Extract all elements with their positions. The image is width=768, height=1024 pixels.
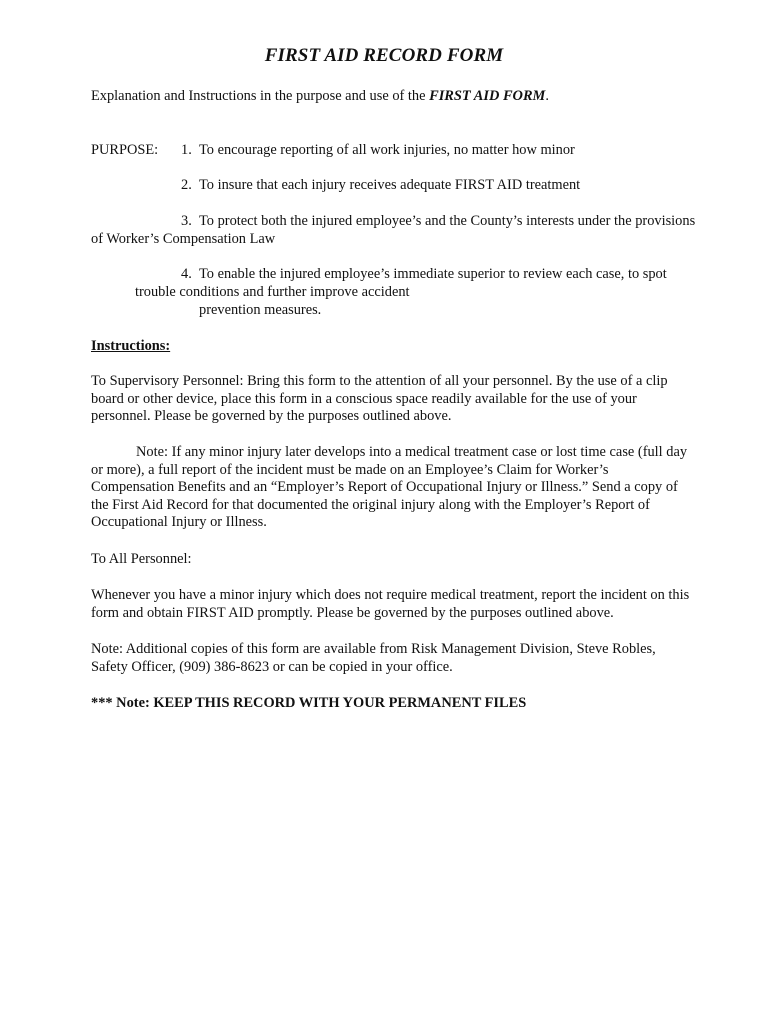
final-note: *** Note: KEEP THIS RECORD WITH YOUR PERMANENT FILES [91,695,527,711]
intro-text: Explanation and Instructions in the purpose and use of the [91,88,430,104]
text-line: or more), a full report of the incident must be made on an Employee’s Claim for Worker’s [91,461,609,478]
purpose-item-text: To enable the injured employee’s immediate superior to review each case, to spot [199,266,667,282]
text-line: form and obtain FIRST AID promptly. Please be governed by the purposes outlined above. [91,604,614,621]
text-line: board or other device, place this form in a conscious space readily available for the use of your [91,390,637,407]
text-line: To Supervisory Personnel: Bring this form to the attention of all your personnel. By the use of a clip [91,373,668,389]
purpose-item-text: To encourage reporting of all work injuries, no matter how minor [199,142,575,158]
purpose-item-4-line-3: prevention measures. [199,302,322,318]
text-line: Note: Additional copies of this form are available from Risk Management Division, Steve Robles, [91,641,656,657]
purpose-item-3-line-2: of Worker’s Compensation Law [91,231,276,247]
purpose-item-2 [181,177,580,195]
text-line: Compensation Benefits and an “Employer’s Report of Occupational Injury or Illness.” Send a copy of [91,479,678,495]
supervisory-paragraph [91,373,731,426]
purpose-item-number: 1. [181,142,192,158]
copies-note-paragraph [91,641,731,676]
purpose-item-1 [181,142,575,160]
purpose-item-text: To insure that each injury receives adequate FIRST AID treatment [199,177,581,193]
purpose-item-number: 4. [181,266,192,282]
purpose-item-3 [181,213,695,231]
purpose-label: PURPOSE: [91,142,159,158]
text-line: personnel. Please be governed by the purposes outlined above. [91,408,452,424]
purpose-item-text: To protect both the injured employee’s and the County’s interests under the provisions [199,213,696,229]
purpose-item-number: 3. [181,213,192,229]
purpose-item-4-line-2: trouble conditions and further improve accident [135,284,410,300]
intro-end: . [545,88,549,104]
instructions-heading: Instructions: [91,338,171,354]
intro-form-name: FIRST AID FORM [429,88,546,104]
page-title: FIRST AID RECORD FORM [264,45,504,66]
text-line: Note: If any minor injury later develops into a medical treatment case or lost time case (full day [136,444,688,460]
note-paragraph [91,444,731,532]
text-line: Whenever you have a minor injury which does not require medical treatment, report the incident on this [91,587,690,603]
purpose-item-4 [181,266,667,284]
purpose-item-number: 2. [181,177,192,193]
text-line: the First Aid Record for that documented the original injury along with the Employer’s Report of [91,496,650,513]
all-personnel-heading: To All Personnel: [91,551,192,567]
intro-paragraph [91,88,731,106]
all-personnel-paragraph [91,587,731,622]
text-line: Safety Officer, (909) 386-8623 or can be copied in your office. [91,658,453,675]
text-line: Occupational Injury or Illness. [91,514,267,530]
